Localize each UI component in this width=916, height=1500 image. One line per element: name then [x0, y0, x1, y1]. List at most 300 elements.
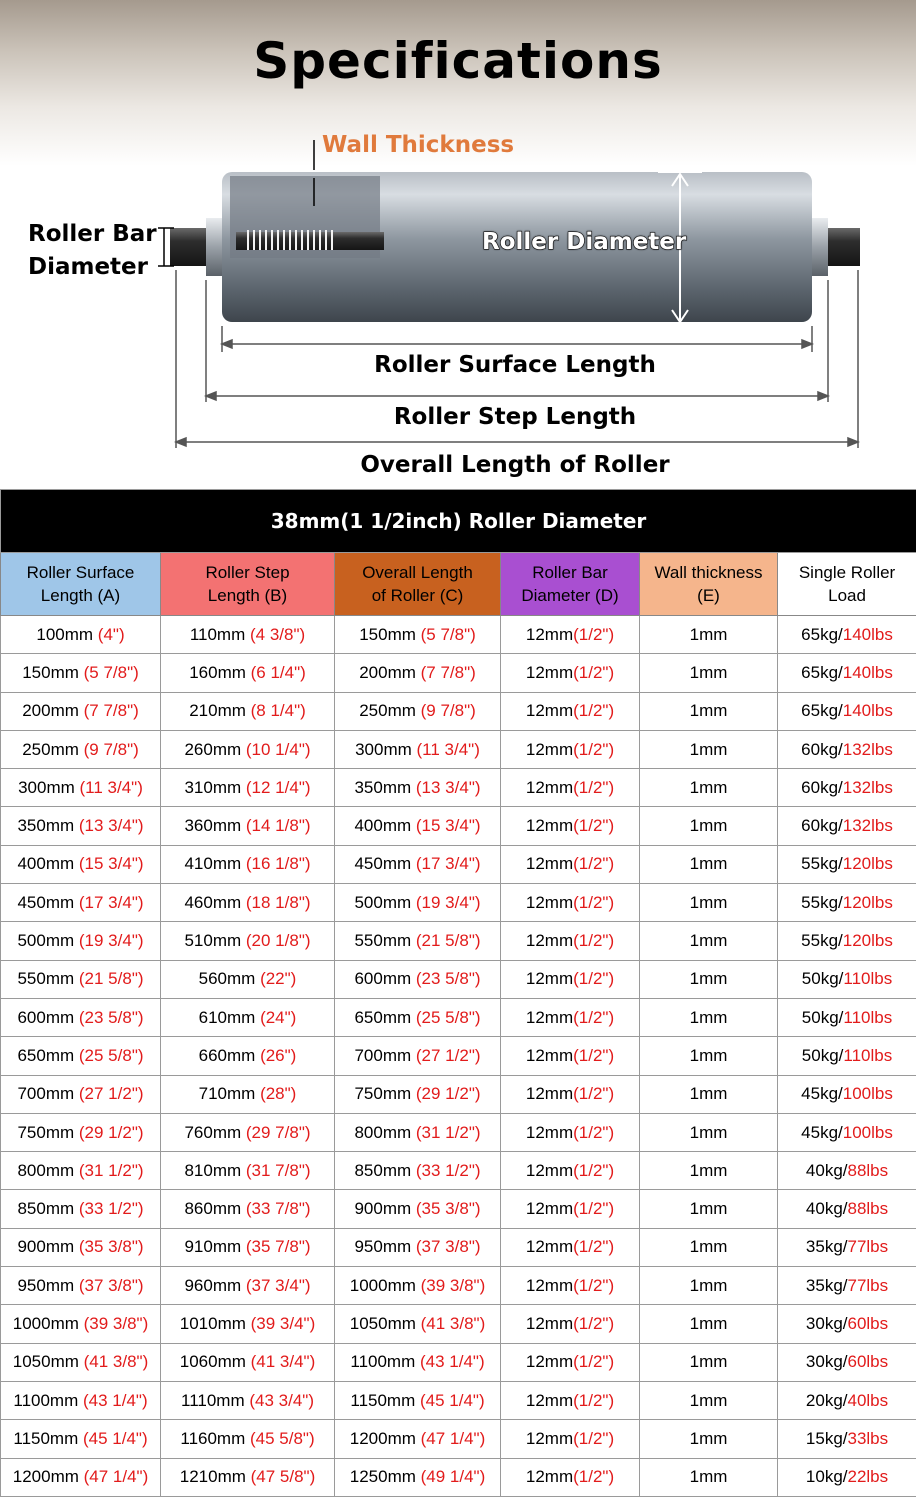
- cell-value: 1050mm: [12, 1352, 84, 1372]
- cell-imperial-value: (45 1/4"): [82, 1428, 148, 1448]
- table-cell: [501, 1037, 640, 1075]
- cell-imperial-value: (21 5/8"): [415, 931, 481, 951]
- cell-value: 1mm: [689, 1160, 728, 1180]
- surface-length-dim: [222, 326, 812, 352]
- cell-imperial-value: (1/2"): [573, 1390, 615, 1410]
- table-row: [1, 692, 916, 730]
- cell-value: 1200mm: [12, 1467, 84, 1487]
- cell-imperial-value: 77lbs: [847, 1275, 889, 1295]
- cell-value: 700mm: [17, 1084, 79, 1104]
- cell-imperial-value: 120lbs: [842, 892, 893, 912]
- table-cell: [501, 616, 640, 654]
- table-cell: [161, 1190, 335, 1228]
- cell-value: 12mm: [525, 1390, 574, 1410]
- cell-imperial-value: (37 3/4"): [245, 1275, 311, 1295]
- cell-value: 950mm: [354, 1237, 416, 1257]
- table-cell: [640, 1075, 778, 1113]
- cell-imperial-value: (1/2"): [573, 816, 615, 836]
- cell-value: 60kg/: [801, 816, 843, 836]
- table-cell: [640, 1458, 778, 1496]
- cell-imperial-value: (7 7/8"): [83, 701, 139, 721]
- cell-value: 960mm: [184, 1275, 246, 1295]
- header-line1: Roller Step: [205, 563, 290, 582]
- cell-imperial-value: (1/2"): [573, 1084, 615, 1104]
- table-row: [1, 1075, 916, 1113]
- overall-length-label: Overall Length of Roller: [360, 452, 670, 478]
- cell-value: 850mm: [354, 1160, 416, 1180]
- cell-value: 1000mm: [12, 1313, 84, 1333]
- spring-coil: [248, 230, 332, 250]
- cell-value: 1mm: [689, 1045, 728, 1065]
- table-cell: [778, 845, 916, 883]
- cell-value: 550mm: [17, 969, 79, 989]
- cell-value: 510mm: [184, 931, 246, 951]
- cell-imperial-value: (24"): [260, 1007, 297, 1027]
- table-cell: [161, 960, 335, 998]
- table-row: [1, 1113, 916, 1151]
- table-cell: [640, 1190, 778, 1228]
- cell-value: 12mm: [525, 701, 574, 721]
- cell-imperial-value: 60lbs: [847, 1313, 889, 1333]
- table-cell: [640, 769, 778, 807]
- table-cell: [778, 807, 916, 845]
- cell-value: 12mm: [525, 624, 574, 644]
- cell-imperial-value: (47 5/8"): [250, 1467, 316, 1487]
- cell-value: 310mm: [184, 777, 246, 797]
- table-cell: [778, 1267, 916, 1305]
- table-cell: [501, 769, 640, 807]
- cell-value: 350mm: [17, 816, 79, 836]
- table-cell: [161, 1037, 335, 1075]
- roller-bar-label: [28, 218, 157, 284]
- cell-imperial-value: (15 3/4"): [415, 816, 481, 836]
- table-cell: [161, 1228, 335, 1266]
- table-cell: [335, 1305, 501, 1343]
- cell-value: 12mm: [525, 1122, 574, 1142]
- table-cell: [501, 998, 640, 1036]
- cell-value: 40kg/: [805, 1199, 848, 1219]
- table-cell: [335, 1458, 501, 1496]
- table-cell: [501, 1190, 640, 1228]
- table-cell: [335, 769, 501, 807]
- table-row: [1, 1381, 916, 1419]
- table-cell: [1, 1113, 161, 1151]
- cell-imperial-value: (33 7/8"): [245, 1199, 311, 1219]
- table-cell: [161, 1075, 335, 1113]
- cell-value: 650mm: [354, 1007, 416, 1027]
- table-cell: [335, 1343, 501, 1381]
- table-row: [1, 1152, 916, 1190]
- cell-imperial-value: (1/2"): [573, 1122, 615, 1142]
- cell-value: 12mm: [525, 969, 574, 989]
- cell-value: 1100mm: [350, 1352, 420, 1372]
- table-cell: [161, 998, 335, 1036]
- cell-value: 460mm: [184, 892, 246, 912]
- cell-imperial-value: (29 1/2"): [415, 1084, 481, 1104]
- cell-imperial-value: (37 3/8"): [415, 1237, 481, 1257]
- wall-thickness-label: Wall Thickness: [322, 132, 515, 158]
- cell-imperial-value: (22"): [260, 969, 297, 989]
- cell-imperial-value: (47 1/4"): [420, 1428, 486, 1448]
- header-step-length: [161, 553, 335, 616]
- cell-value: 450mm: [17, 892, 79, 912]
- cell-value: 400mm: [17, 854, 79, 874]
- header-line1: Overall Length: [362, 563, 473, 582]
- table-cell: [501, 845, 640, 883]
- cell-value: 250mm: [22, 739, 84, 759]
- table-cell: [161, 807, 335, 845]
- cell-value: 200mm: [359, 662, 421, 682]
- cell-imperial-value: (29 7/8"): [245, 1122, 311, 1142]
- cell-value: 1050mm: [349, 1313, 421, 1333]
- header-row: [1, 553, 916, 616]
- cell-value: 850mm: [17, 1199, 79, 1219]
- cell-value: 12mm: [525, 1428, 574, 1448]
- cell-imperial-value: 100lbs: [842, 1084, 893, 1104]
- table-cell: [161, 845, 335, 883]
- cell-value: 560mm: [198, 969, 261, 989]
- table-cell: [640, 654, 778, 692]
- cell-imperial-value: (1/2"): [573, 1467, 615, 1487]
- cell-imperial-value: (8 1/4"): [250, 701, 306, 721]
- cell-imperial-value: (12 1/4"): [245, 777, 311, 797]
- table-cell: [161, 769, 335, 807]
- table-cell: [640, 692, 778, 730]
- cell-imperial-value: (1/2"): [573, 892, 615, 912]
- cell-value: 1mm: [689, 1122, 728, 1142]
- cell-value: 900mm: [354, 1199, 416, 1219]
- cell-value: 1mm: [689, 739, 728, 759]
- cell-value: 12mm: [525, 1313, 574, 1333]
- table-cell: [1, 730, 161, 768]
- header-line1: Roller Surface: [26, 563, 135, 582]
- cell-imperial-value: (11 3/4"): [79, 777, 143, 797]
- cell-imperial-value: (39 3/8"): [420, 1275, 486, 1295]
- table-cell: [335, 730, 501, 768]
- table-cell: [501, 960, 640, 998]
- table-cell: [161, 922, 335, 960]
- header-line2: Diameter (D): [521, 586, 619, 605]
- cell-imperial-value: (29 1/2"): [78, 1122, 144, 1142]
- table-cell: [778, 692, 916, 730]
- cell-value: 45kg/: [801, 1084, 843, 1104]
- table-cell: [335, 960, 501, 998]
- cell-value: 1160mm: [180, 1428, 250, 1448]
- table-cell: [501, 1228, 640, 1266]
- cell-value: 12mm: [525, 1160, 574, 1180]
- cell-imperial-value: (1/2"): [573, 1275, 615, 1295]
- cell-imperial-value: (18 1/8"): [245, 892, 311, 912]
- roller-bar-label-line1: Roller Bar: [28, 221, 157, 247]
- cell-value: 65kg/: [801, 701, 843, 721]
- table-cell: [335, 1381, 501, 1419]
- table-cell: [1, 1075, 161, 1113]
- cell-value: 700mm: [354, 1045, 416, 1065]
- table-cell: [640, 730, 778, 768]
- table-cell: [1, 922, 161, 960]
- table-cell: [640, 1305, 778, 1343]
- cell-imperial-value: 88lbs: [847, 1160, 889, 1180]
- table-cell: [640, 1228, 778, 1266]
- table-cell: [778, 1381, 916, 1419]
- table-row: [1, 1037, 916, 1075]
- cell-value: 610mm: [198, 1007, 261, 1027]
- cell-value: 1mm: [689, 1428, 728, 1448]
- table-cell: [1, 1305, 161, 1343]
- cell-imperial-value: 77lbs: [847, 1237, 889, 1257]
- header-line2: of Roller (C): [371, 586, 464, 605]
- table-cell: [161, 1381, 335, 1419]
- table-cell: [501, 884, 640, 922]
- cell-imperial-value: (16 1/8"): [245, 854, 311, 874]
- cell-value: 12mm: [525, 931, 574, 951]
- spec-table: [0, 489, 916, 1497]
- cell-value: 1210mm: [179, 1467, 251, 1487]
- table-cell: [335, 807, 501, 845]
- cell-value: 1mm: [689, 1390, 728, 1410]
- cell-imperial-value: (39 3/8"): [83, 1313, 149, 1333]
- table-cell: [778, 1075, 916, 1113]
- cell-value: 60kg/: [801, 739, 843, 759]
- cell-imperial-value: (1/2"): [573, 931, 615, 951]
- cell-imperial-value: (19 3/4"): [78, 931, 144, 951]
- cell-value: 12mm: [525, 854, 574, 874]
- table-row: [1, 616, 916, 654]
- table-row: [1, 960, 916, 998]
- roller-step-length-label: Roller Step Length: [393, 404, 637, 430]
- cell-imperial-value: (1/2"): [573, 1007, 615, 1027]
- cell-value: 1mm: [689, 892, 728, 912]
- cell-value: 1mm: [689, 1007, 728, 1027]
- table-cell: [501, 730, 640, 768]
- table-cell: [335, 692, 501, 730]
- table-cell: [501, 654, 640, 692]
- cell-imperial-value: 140lbs: [842, 624, 893, 644]
- cell-value: 65kg/: [801, 662, 843, 682]
- cell-value: 860mm: [184, 1199, 246, 1219]
- header-line1: Single Roller: [798, 563, 896, 582]
- cell-value: 12mm: [525, 892, 574, 912]
- cell-imperial-value: (27 1/2"): [415, 1045, 481, 1065]
- table-cell: [640, 884, 778, 922]
- table-row: [1, 845, 916, 883]
- cell-imperial-value: (1/2"): [573, 777, 615, 797]
- cell-value: 210mm: [189, 701, 251, 721]
- table-cell: [640, 1381, 778, 1419]
- table-cell: [1, 692, 161, 730]
- table-cell: [161, 1267, 335, 1305]
- cell-imperial-value: 110lbs: [843, 1007, 893, 1027]
- cell-value: 12mm: [525, 816, 574, 836]
- header-bar-diameter: [501, 553, 640, 616]
- cell-imperial-value: (1/2"): [573, 1045, 615, 1065]
- cell-value: 1mm: [689, 1084, 728, 1104]
- table-cell: [1, 1228, 161, 1266]
- table-cell: [778, 922, 916, 960]
- table-cell: [335, 1190, 501, 1228]
- table-cell: [1, 1037, 161, 1075]
- cell-imperial-value: 120lbs: [842, 854, 893, 874]
- cell-imperial-value: (37 3/8"): [78, 1275, 144, 1295]
- table-cell: [1, 1420, 161, 1458]
- header-surface-length: [1, 553, 161, 616]
- table-row: [1, 1420, 916, 1458]
- cell-imperial-value: 120lbs: [842, 931, 893, 951]
- cell-imperial-value: (6 1/4"): [250, 662, 306, 682]
- cell-imperial-value: (25 5/8"): [78, 1045, 144, 1065]
- table-cell: [1, 654, 161, 692]
- table-row: [1, 998, 916, 1036]
- cell-value: 12mm: [525, 1467, 574, 1487]
- cell-imperial-value: (20 1/8"): [245, 931, 311, 951]
- cell-value: 1mm: [689, 701, 728, 721]
- cell-value: 1000mm: [349, 1275, 421, 1295]
- cell-value: 1150mm: [13, 1428, 83, 1448]
- cell-imperial-value: 110lbs: [843, 969, 893, 989]
- cell-imperial-value: 33lbs: [847, 1428, 889, 1448]
- cell-value: 1150mm: [350, 1390, 420, 1410]
- cell-value: 12mm: [525, 1199, 574, 1219]
- cell-imperial-value: (31 1/2"): [78, 1160, 144, 1180]
- cell-value: 600mm: [354, 969, 416, 989]
- cell-value: 750mm: [354, 1084, 416, 1104]
- cell-imperial-value: 140lbs: [842, 662, 893, 682]
- table-cell: [501, 1113, 640, 1151]
- table-caption: 38mm(1 1/2inch) Roller Diameter: [1, 490, 916, 553]
- cell-value: 12mm: [525, 1275, 574, 1295]
- cell-value: 150mm: [359, 624, 421, 644]
- table-cell: [1, 1267, 161, 1305]
- table-cell: [501, 1152, 640, 1190]
- table-cell: [640, 1113, 778, 1151]
- cell-value: 12mm: [525, 1237, 574, 1257]
- table-cell: [335, 998, 501, 1036]
- table-cell: [1, 998, 161, 1036]
- cell-value: 360mm: [184, 816, 246, 836]
- cell-imperial-value: (23 5/8"): [78, 1007, 144, 1027]
- header-line2: (E): [697, 586, 720, 605]
- table-cell: [161, 1152, 335, 1190]
- cell-value: 500mm: [354, 892, 416, 912]
- table-cell: [335, 616, 501, 654]
- cell-value: 900mm: [17, 1237, 79, 1257]
- table-row: [1, 922, 916, 960]
- cell-value: 15kg/: [805, 1428, 848, 1448]
- cell-imperial-value: (13 3/4"): [78, 816, 144, 836]
- cell-value: 55kg/: [801, 892, 843, 912]
- table-row: [1, 807, 916, 845]
- cell-value: 12mm: [525, 1007, 574, 1027]
- cell-imperial-value: 132lbs: [842, 777, 893, 797]
- cell-value: 100mm: [36, 624, 98, 644]
- cell-value: 65kg/: [801, 624, 843, 644]
- table-cell: [335, 922, 501, 960]
- cell-imperial-value: (41 3/4"): [250, 1352, 316, 1372]
- table-cell: [1, 1458, 161, 1496]
- cell-value: 1110mm: [181, 1390, 250, 1410]
- cell-imperial-value: (14 1/8"): [245, 816, 311, 836]
- table-cell: [778, 1113, 916, 1151]
- cell-imperial-value: (9 7/8"): [83, 739, 139, 759]
- table-cell: [778, 884, 916, 922]
- table-row: [1, 1305, 916, 1343]
- cell-value: 1mm: [689, 854, 728, 874]
- table-cell: [335, 1420, 501, 1458]
- table-cell: [1, 884, 161, 922]
- table-cell: [1, 1152, 161, 1190]
- cell-value: 750mm: [17, 1122, 79, 1142]
- header-line2: Length (B): [207, 586, 288, 605]
- cell-value: 600mm: [17, 1007, 79, 1027]
- cell-imperial-value: 132lbs: [842, 816, 893, 836]
- table-cell: [161, 1420, 335, 1458]
- cell-imperial-value: (9 7/8"): [420, 701, 476, 721]
- cell-value: 660mm: [198, 1045, 261, 1065]
- inner-shaft: [236, 232, 384, 250]
- table-cell: [335, 1075, 501, 1113]
- header-line1: Wall thickness: [654, 563, 763, 582]
- cell-value: 1mm: [689, 624, 728, 644]
- table-cell: [778, 654, 916, 692]
- cell-imperial-value: 132lbs: [842, 739, 893, 759]
- cell-value: 410mm: [184, 854, 246, 874]
- table-row: [1, 1343, 916, 1381]
- table-cell: [335, 1037, 501, 1075]
- cell-value: 1mm: [689, 931, 728, 951]
- cell-imperial-value: (43 1/4"): [82, 1390, 148, 1410]
- cell-value: 250mm: [359, 701, 421, 721]
- cell-imperial-value: (1/2"): [573, 1313, 615, 1333]
- table-cell: [335, 1152, 501, 1190]
- table-cell: [1, 960, 161, 998]
- cell-value: 1mm: [689, 1313, 728, 1333]
- cell-imperial-value: (1/2"): [573, 1237, 615, 1257]
- cell-imperial-value: (35 3/8"): [415, 1199, 481, 1219]
- table-cell: [778, 1152, 916, 1190]
- table-cell: [778, 1037, 916, 1075]
- table-cell: [778, 616, 916, 654]
- table-cell: [501, 807, 640, 845]
- cell-value: 450mm: [354, 854, 416, 874]
- page-title: Specifications: [253, 32, 663, 90]
- table-cell: [640, 960, 778, 998]
- cell-imperial-value: (17 3/4"): [415, 854, 481, 874]
- table-cell: [1, 1381, 161, 1419]
- table-cell: [501, 1343, 640, 1381]
- cell-value: 550mm: [354, 931, 416, 951]
- cell-imperial-value: (26"): [260, 1045, 297, 1065]
- cell-imperial-value: (43 3/4"): [249, 1390, 314, 1410]
- cell-value: 1100mm: [13, 1390, 83, 1410]
- cell-imperial-value: (17 3/4"): [78, 892, 144, 912]
- table-cell: [1, 1190, 161, 1228]
- table-row: [1, 654, 916, 692]
- table-cell: [640, 1343, 778, 1381]
- cell-value: 350mm: [354, 777, 416, 797]
- table-cell: [778, 730, 916, 768]
- table-cell: [640, 1037, 778, 1075]
- cell-imperial-value: (4 3/8"): [249, 624, 306, 644]
- table-cell: [161, 1305, 335, 1343]
- table-cell: [501, 1267, 640, 1305]
- roller-bar-label-line2: Diameter: [28, 254, 148, 280]
- cell-imperial-value: (47 1/4"): [83, 1467, 149, 1487]
- table-cell: [640, 1267, 778, 1305]
- cell-value: 650mm: [17, 1045, 79, 1065]
- table-cell: [778, 1458, 916, 1496]
- table-cell: [1, 769, 161, 807]
- cell-value: 35kg/: [805, 1237, 848, 1257]
